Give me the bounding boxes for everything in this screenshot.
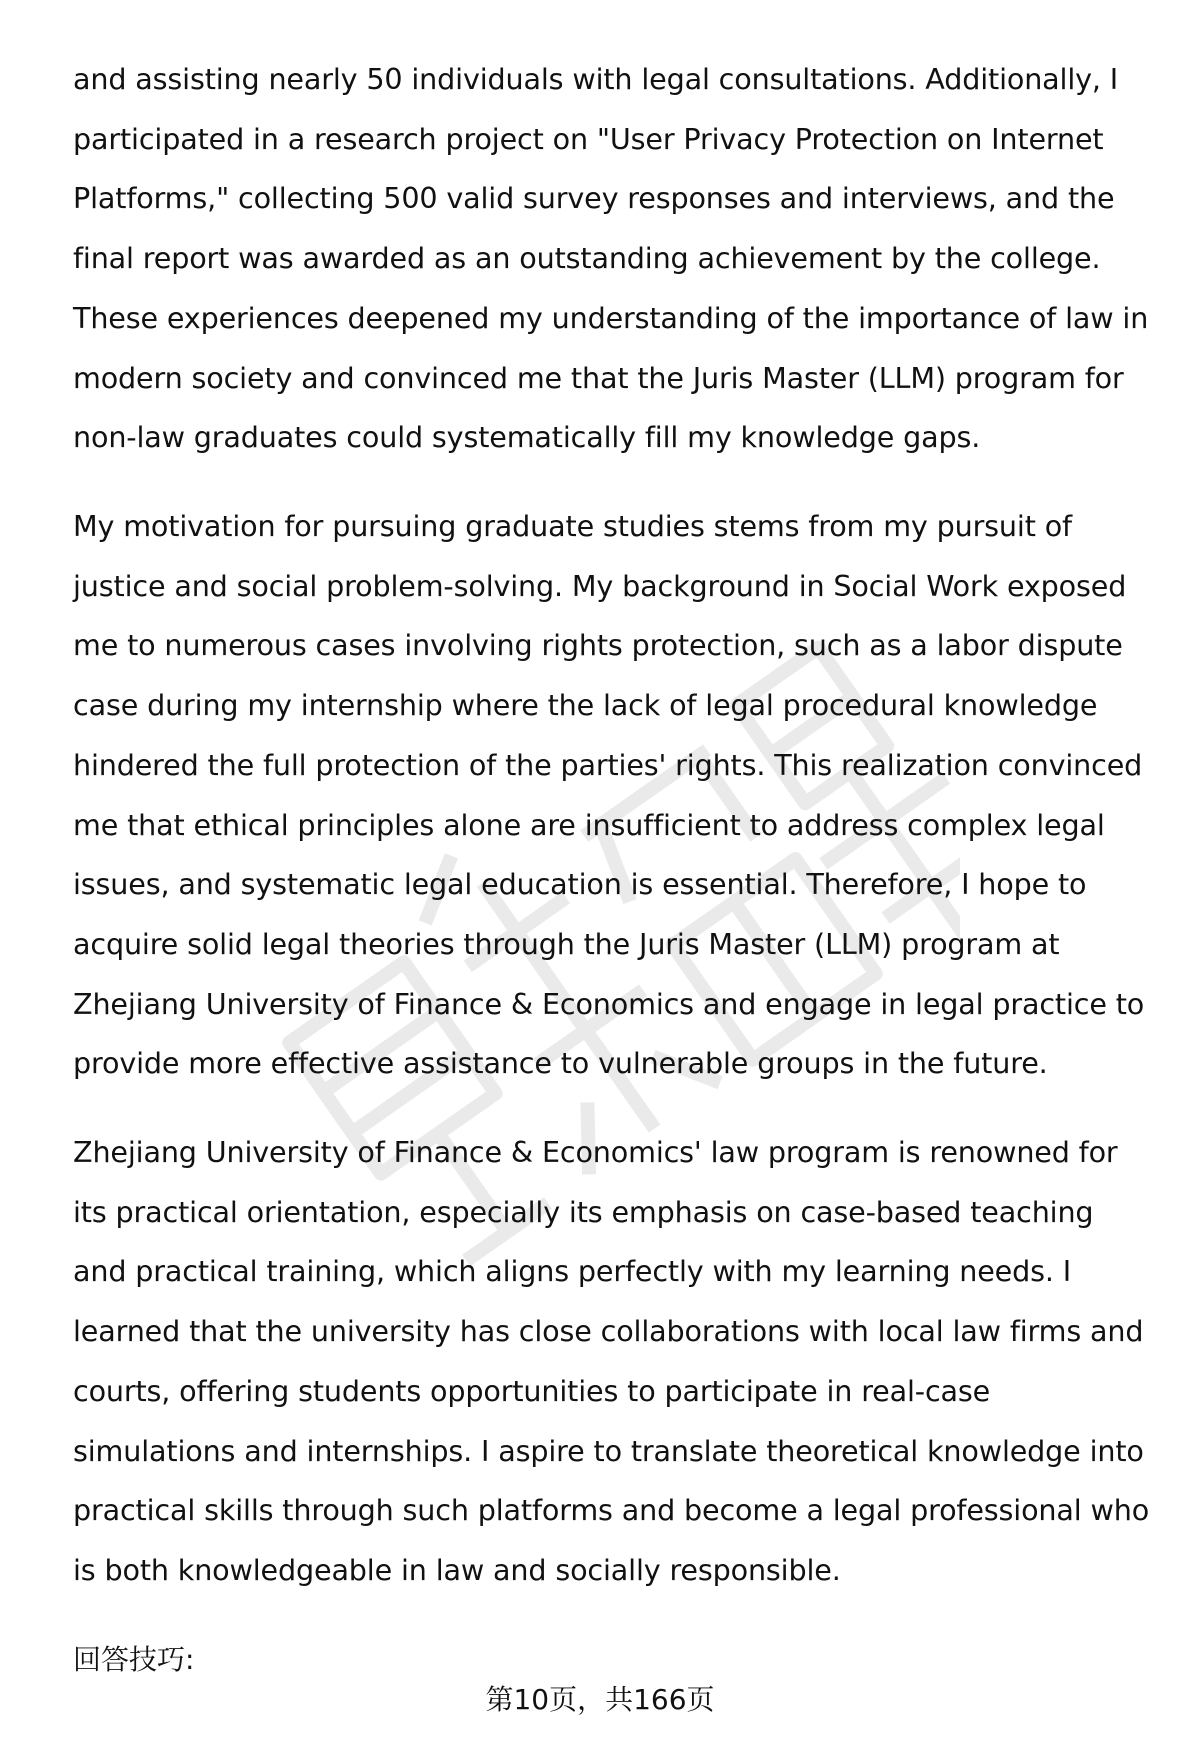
paragraph-1: and assisting nearly 50 individuals with legal consultations. Additionally, I participated in a research project on "User Privacy Protection on Internet Platforms," collecting 500 valid survey responses and interviews, and the final report was awarded as an outstanding achievement by the college. These experiences deepened my understanding of the importance of law in modern society and convinced me that the Juris Master (LLM) program for non-law graduates could systematically fill my knowledge gaps.: [73, 62, 1149, 455]
paragraph-2: My motivation for pursuing graduate studies stems from my pursuit of justice and social problem-solving. My background in Social Work exposed me to numerous cases involving rights protection, such as a labor dispute case during my internship where the lack of legal procedural knowledge hindered the full protection of the parties' rights. This realization convinced me that ethical principles alone are insufficient to address complex legal issues, and systematic legal education is essential. Therefore, I hope to acquire solid legal theories through the Juris Master (LLM) program at Zhejiang University of Finance & Economics and engage in legal practice to provide more effective assistance to vulnerable groups in the future.: [73, 509, 1145, 1081]
paragraph-3: Zhejiang University of Finance & Economics' law program is renowned for its practical orientation, especially its emphasis on case-based teaching and practical training, which aligns perfectly with my learning needs. I learned that the university has close collaborations with local law firms and courts, offering students opportunities to participate in real-case simulations and internships. I aspire to translate theoretical knowledge into practical skills through such platforms and become a legal professional who is both knowledgeable in law and socially responsible.: [73, 1135, 1150, 1587]
answer-tips-label: 回答技巧:: [73, 1643, 195, 1676]
page-footer: 第10页，共166页: [485, 1683, 715, 1716]
